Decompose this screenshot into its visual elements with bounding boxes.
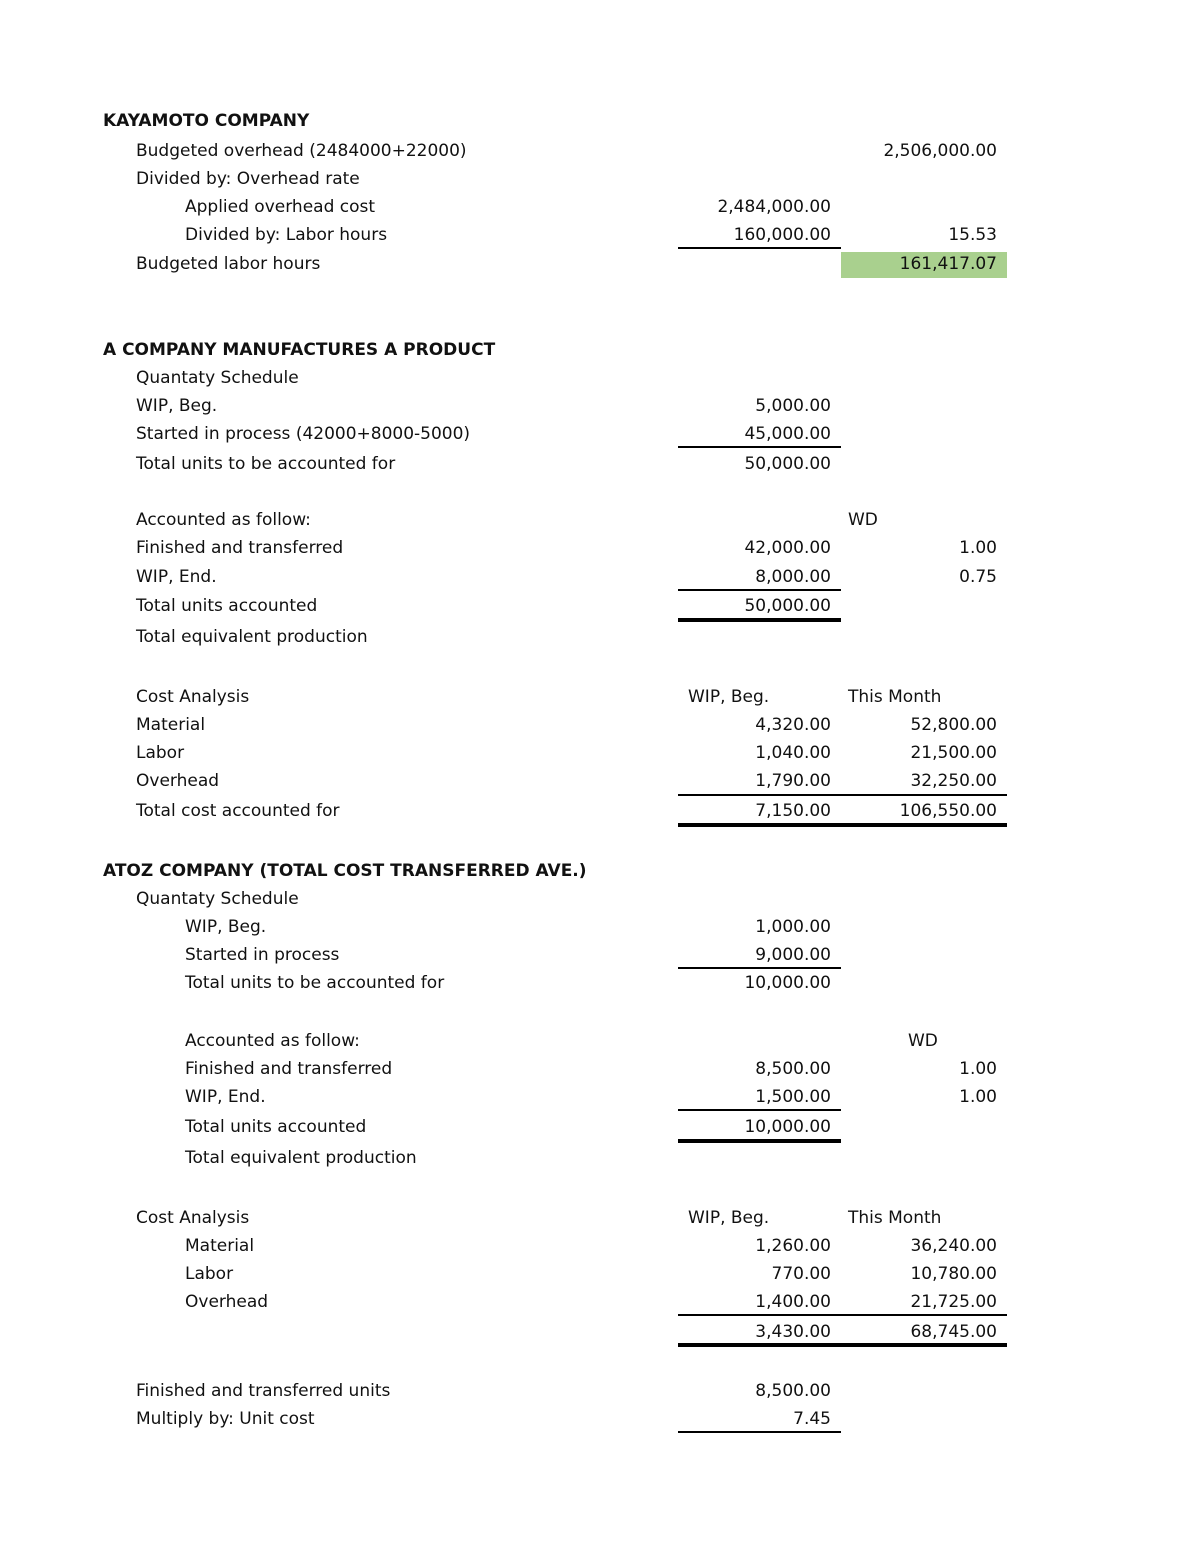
applied-overhead-label: Applied overhead cost: [185, 197, 376, 217]
finished-wd: 1.00: [959, 1059, 997, 1079]
underline: [678, 1431, 841, 1433]
underline: [678, 1109, 841, 1111]
labor-month: 10,780.00: [910, 1264, 997, 1284]
quantity-schedule-label: Quantaty Schedule: [136, 889, 299, 909]
labor-label: Labor: [185, 1264, 234, 1284]
accounted-label: Accounted as follow:: [185, 1031, 360, 1051]
overhead-month: 32,250.00: [910, 771, 997, 791]
budgeted-labor-hours-label: Budgeted labor hours: [136, 254, 321, 274]
wip-end-label: WIP, End.: [136, 567, 217, 587]
overhead-rate-value: 15.53: [948, 225, 997, 245]
underline: [678, 446, 841, 448]
wip-end-wd: 0.75: [959, 567, 997, 587]
total-eq-label: Total equivalent production: [136, 627, 368, 647]
overhead-label: Overhead: [136, 771, 220, 791]
budgeted-labor-hours-value: 161,417.07: [899, 254, 997, 274]
total-cost-month: 106,550.00: [899, 801, 997, 821]
wip-beg-label: WIP, Beg.: [136, 396, 218, 416]
finished-value: 42,000.00: [744, 538, 831, 558]
kayamoto-title: KAYAMOTO COMPANY: [103, 111, 310, 131]
wip-end-label: WIP, End.: [185, 1087, 266, 1107]
wd-header: WD: [908, 1031, 938, 1051]
material-wip: 1,260.00: [755, 1236, 831, 1256]
col-this-month: This Month: [848, 687, 942, 707]
overhead-rate-label: Divided by: Overhead rate: [136, 169, 360, 189]
underline: [678, 967, 841, 969]
wip-beg-value: 1,000.00: [755, 917, 831, 937]
started-value: 9,000.00: [755, 945, 831, 965]
wip-end-value: 8,000.00: [755, 567, 831, 587]
overhead-wip: 1,400.00: [755, 1292, 831, 1312]
cost-analysis-label: Cost Analysis: [136, 1208, 250, 1228]
total-cost-wip: 7,150.00: [755, 801, 831, 821]
total-eq-label: Total equivalent production: [185, 1148, 417, 1168]
total-accounted-value: 50,000.00: [744, 596, 831, 616]
underline: [678, 1314, 1007, 1316]
material-month: 36,240.00: [910, 1236, 997, 1256]
started-label: Started in process (42000+8000-5000): [136, 424, 471, 444]
wip-end-value: 1,500.00: [755, 1087, 831, 1107]
material-month: 52,800.00: [910, 715, 997, 735]
total-month: 68,745.00: [910, 1322, 997, 1342]
overhead-label: Overhead: [185, 1292, 269, 1312]
labor-hours-value: 160,000.00: [733, 225, 831, 245]
underline: [678, 247, 841, 249]
material-label: Material: [185, 1236, 255, 1256]
total-units-tbaf-value: 10,000.00: [744, 973, 831, 993]
wd-header: WD: [848, 510, 878, 530]
overhead-wip: 1,790.00: [755, 771, 831, 791]
acompany-title: A COMPANY MANUFACTURES A PRODUCT: [103, 340, 496, 360]
unit-cost-value: 7.45: [793, 1409, 831, 1429]
overhead-month: 21,725.00: [910, 1292, 997, 1312]
total-accounted-label: Total units accounted: [136, 596, 318, 616]
labor-hours-label: Divided by: Labor hours: [185, 225, 388, 245]
started-label: Started in process: [185, 945, 340, 965]
material-wip: 4,320.00: [755, 715, 831, 735]
total-units-tbaf-label: Total units to be accounted for: [136, 454, 396, 474]
double-underline: [678, 1343, 1007, 1347]
finished-label: Finished and transferred: [136, 538, 344, 558]
col-wip-beg: WIP, Beg.: [688, 1208, 770, 1228]
double-underline: [678, 1139, 841, 1143]
total-units-tbaf-label: Total units to be accounted for: [185, 973, 445, 993]
total-cost-label: Total cost accounted for: [136, 801, 340, 821]
finished-wd: 1.00: [959, 538, 997, 558]
labor-month: 21,500.00: [910, 743, 997, 763]
material-label: Material: [136, 715, 206, 735]
budgeted-overhead-label: Budgeted overhead (2484000+22000): [136, 141, 467, 161]
cost-analysis-label: Cost Analysis: [136, 687, 250, 707]
wip-end-wd: 1.00: [959, 1087, 997, 1107]
labor-wip: 770.00: [771, 1264, 831, 1284]
total-accounted-label: Total units accounted: [185, 1117, 367, 1137]
wip-beg-value: 5,000.00: [755, 396, 831, 416]
double-underline: [678, 823, 1007, 827]
wip-beg-label: WIP, Beg.: [185, 917, 267, 937]
finished-units-label: Finished and transferred units: [136, 1381, 391, 1401]
col-this-month: This Month: [848, 1208, 942, 1228]
labor-wip: 1,040.00: [755, 743, 831, 763]
total-accounted-value: 10,000.00: [744, 1117, 831, 1137]
accounted-label: Accounted as follow:: [136, 510, 311, 530]
finished-label: Finished and transferred: [185, 1059, 393, 1079]
finished-value: 8,500.00: [755, 1059, 831, 1079]
unit-cost-label: Multiply by: Unit cost: [136, 1409, 315, 1429]
atoz-title: ATOZ COMPANY (TOTAL COST TRANSFERRED AVE.): [103, 861, 587, 881]
started-value: 45,000.00: [744, 424, 831, 444]
budgeted-overhead-value: 2,506,000.00: [883, 141, 997, 161]
labor-label: Labor: [136, 743, 185, 763]
applied-overhead-value: 2,484,000.00: [717, 197, 831, 217]
double-underline: [678, 618, 841, 622]
total-units-tbaf-value: 50,000.00: [744, 454, 831, 474]
finished-units-value: 8,500.00: [755, 1381, 831, 1401]
quantity-schedule-label: Quantaty Schedule: [136, 368, 299, 388]
underline: [678, 794, 1007, 796]
col-wip-beg: WIP, Beg.: [688, 687, 770, 707]
underline: [678, 589, 841, 591]
total-wip: 3,430.00: [755, 1322, 831, 1342]
